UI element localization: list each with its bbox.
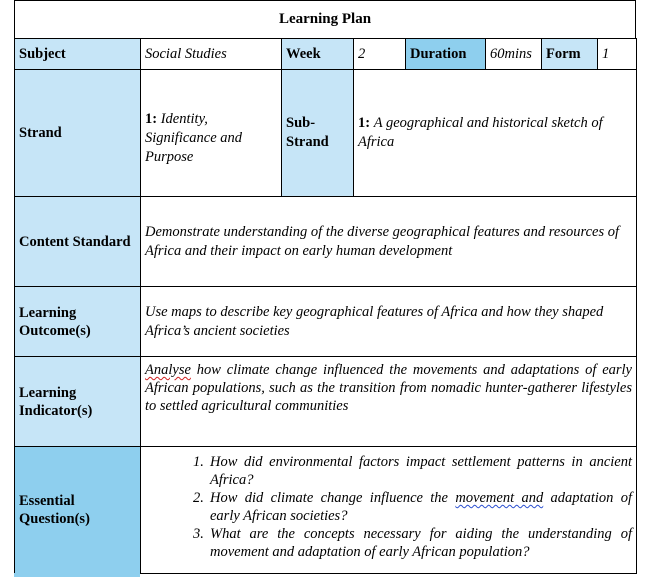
- sub-strand-value: [354, 70, 637, 197]
- form-label: Form: [542, 39, 598, 70]
- learning-indicator-text: how climate change influenced the movements and adaptations of early African populations, such as the transition from nomadic hunter-gatherer lifestyles to settled agricultural communities: [145, 362, 632, 414]
- subject-label: Subject: [15, 39, 141, 70]
- duration-label: Duration: [406, 39, 486, 70]
- learning-outcome-label: Learning Outcome(s): [15, 287, 141, 357]
- essential-questions-row: [15, 447, 637, 574]
- sub-strand-label: Sub-Strand: [282, 70, 354, 197]
- strand-label: Strand: [15, 70, 141, 197]
- strand-text: Identity, Significance and Purpose: [145, 110, 243, 165]
- sub-strand-number: 1:: [358, 115, 371, 131]
- question-item: 2. How did climate change influence the movement and adaptation of early African societies?: [193, 490, 632, 524]
- essential-questions-value: [141, 447, 637, 574]
- learning-indicator-label: Learning Indicator(s): [15, 357, 141, 447]
- subject-value: Social Studies: [141, 39, 282, 70]
- form-value: 1: [598, 39, 637, 70]
- plan-title: Learning Plan: [14, 0, 636, 38]
- learning-outcome-value: Use maps to describe key geographical features of Africa and how they shaped Africa’s ancient societies: [141, 287, 637, 357]
- content-standard-label: Content Standard: [15, 197, 141, 287]
- content-standard-row: [15, 197, 637, 287]
- strand-number: 1:: [145, 110, 158, 127]
- content-standard-value: Demonstrate understanding of the diverse geographical features and resources of Africa and their impact on early human development: [141, 197, 637, 287]
- week-value: 2: [354, 39, 406, 70]
- question-item: 3. What are the concepts necessary for aiding the understanding of movement and adaptation of early African population?: [193, 526, 632, 560]
- learning-indicator-row: [15, 357, 637, 447]
- header-row: [15, 39, 637, 70]
- duration-value: 60mins: [486, 39, 542, 70]
- next-row-strip: [14, 573, 140, 577]
- learning-indicator-value: [141, 357, 637, 447]
- essential-questions-list: [145, 453, 632, 561]
- learning-outcome-row: [15, 287, 637, 357]
- essential-questions-label: Essential Question(s): [15, 447, 141, 574]
- strand-value: [141, 70, 282, 197]
- question-item: 1. How did environmental factors impact settlement patterns in ancient Africa?: [193, 454, 632, 488]
- spellcheck-word: Analyse: [145, 362, 191, 378]
- learning-plan-table: [14, 38, 637, 574]
- grammar-mark: movement and: [455, 490, 544, 506]
- strand-row: [15, 70, 637, 197]
- week-label: Week: [282, 39, 354, 70]
- sub-strand-text: A geographical and historical sketch of Africa: [358, 115, 603, 150]
